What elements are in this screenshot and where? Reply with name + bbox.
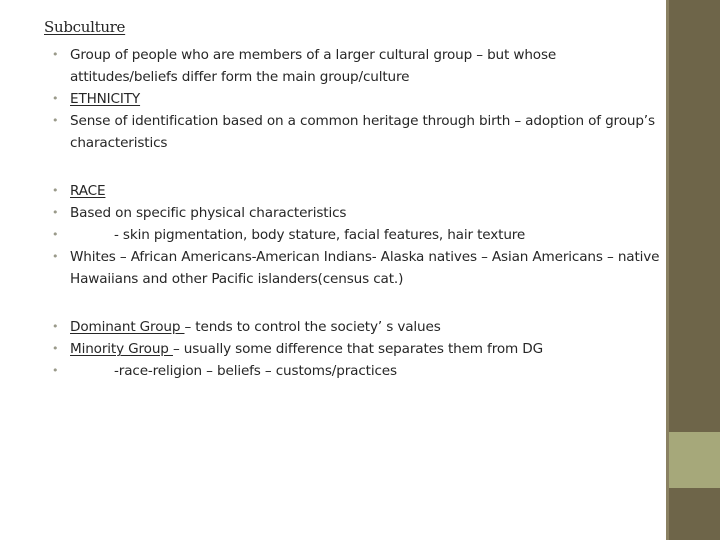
bullet-item (52, 246, 664, 290)
bullet-text: - skin pigmentation, body stature, facial features, hair texture (114, 227, 526, 243)
bullet-underlined-term: Minority Group (70, 341, 173, 357)
bullet-text: – usually some difference that separates them from DG (172, 341, 543, 357)
bullet-text: Whites – African Americans-American Indians- Alaska natives – Asian Americans – native Hawaiians and other Pacific islanders(census cat.) (70, 249, 660, 287)
bullet-item (52, 338, 664, 360)
bullet-underlined-term: ETHNICITY (70, 91, 141, 107)
bullet-item (52, 224, 664, 246)
bullet-dot-icon: • (52, 320, 59, 333)
bullet-dot-icon: • (52, 228, 59, 241)
bullet-dot-icon: • (52, 48, 59, 61)
bullet-dot-icon: • (52, 364, 59, 377)
bullet-item (52, 202, 664, 224)
bullet-list (52, 44, 664, 382)
bullet-dot-icon: • (52, 206, 59, 219)
sidebar-accent-block (669, 432, 720, 488)
bullet-dot-icon: • (52, 184, 59, 197)
bullet-item (52, 44, 664, 88)
bullet-item (52, 88, 664, 110)
bullet-dot-icon: • (52, 342, 59, 355)
bullet-item (52, 360, 664, 382)
bullet-item (52, 154, 664, 202)
bullet-underlined-term: RACE (70, 183, 106, 199)
bullet-item (52, 290, 664, 338)
bullet-dot-icon: • (52, 114, 59, 127)
bullet-text: Based on specific physical characteristics (70, 205, 347, 221)
bullet-dot-icon: • (52, 250, 59, 263)
bullet-text: Group of people who are members of a larger cultural group – but whose attitudes/beliefs differ form the main group/culture (70, 47, 557, 85)
bullet-text: – tends to control the society’ s values (184, 319, 441, 335)
bullet-text: -race-religion – beliefs – customs/practices (114, 363, 397, 379)
slide-sidebar (666, 0, 720, 540)
slide-title: Subculture (44, 18, 126, 36)
bullet-dot-icon: • (52, 92, 59, 105)
bullet-item (52, 110, 664, 154)
bullet-text: Sense of identification based on a common heritage through birth – adoption of group’s characteristics (70, 113, 655, 151)
bullet-underlined-term: Dominant Group (70, 319, 185, 335)
